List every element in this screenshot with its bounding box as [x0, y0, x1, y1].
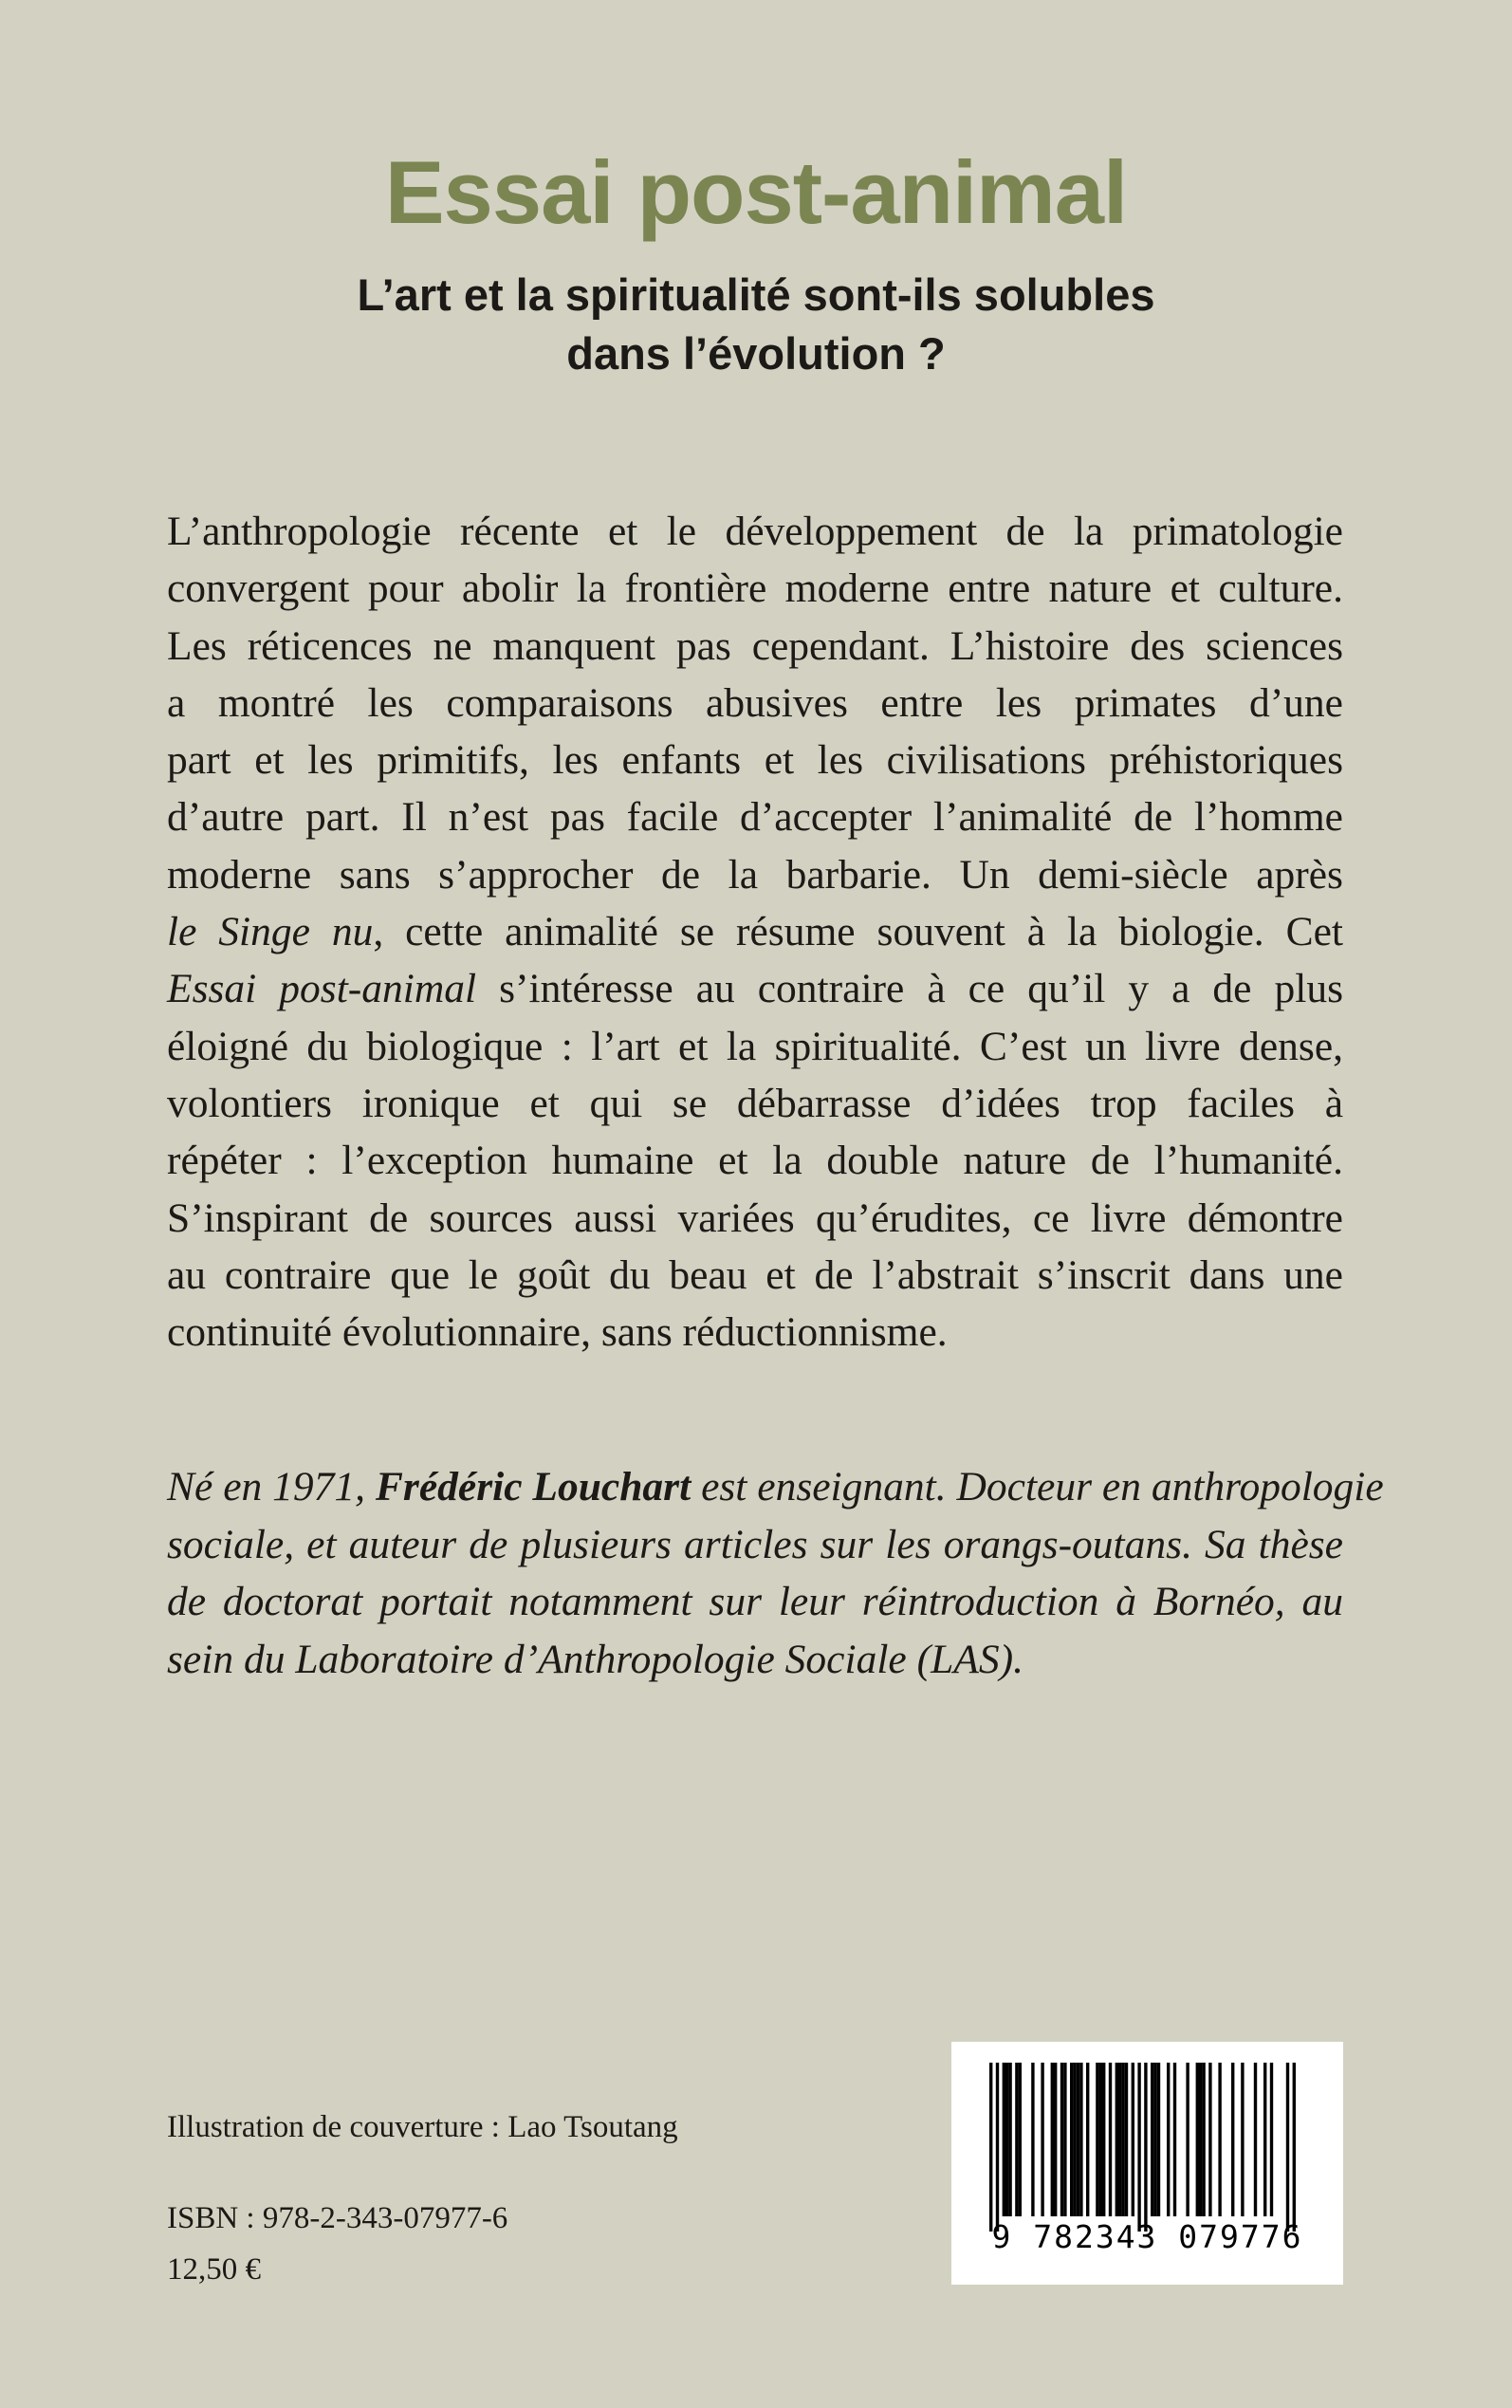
subtitle-line: L’art et la spiritualité sont-ils solubles: [357, 269, 1155, 320]
barcode-bar: [1005, 2063, 1008, 2216]
barcode-bar: [1199, 2063, 1202, 2216]
barcode-bar: [1202, 2063, 1205, 2216]
barcode-bar: [1173, 2063, 1176, 2216]
barcode-bar: [1041, 2063, 1043, 2216]
blurb-line: [167, 960, 1343, 1017]
book-reference-italic: le Singe nu: [167, 909, 374, 955]
barcode-bar: [1116, 2063, 1118, 2216]
barcode-bar: [996, 2063, 999, 2232]
barcode-bar: [1125, 2063, 1128, 2216]
barcode-bar: [1008, 2063, 1011, 2216]
blurb-line: volontiers ironique et qui se débarrasse d’idées trop faciles à: [167, 1080, 1343, 1126]
barcode-bar: [1086, 2063, 1089, 2216]
blurb-paragraph: [167, 503, 1343, 1361]
barcode-bar: [1167, 2063, 1170, 2216]
blurb-line: [167, 903, 1343, 960]
barcode-bar: [1077, 2063, 1079, 2216]
author-line: sociale, et auteur de plusieurs articles sur les orangs-outans. Sa thèse: [167, 1521, 1343, 1567]
barcode-bar: [1293, 2063, 1296, 2232]
author-line: [167, 1458, 1384, 1516]
barcode-bar: [1079, 2063, 1082, 2216]
blurb-line: part et les primitifs, les enfants et les civilisations préhistoriques: [167, 737, 1343, 784]
blurb-line: d’autre part. Il n’est pas facile d’accepter l’animalité de l’homme: [167, 794, 1343, 841]
barcode-digits: 9 782343 079776: [991, 2218, 1303, 2255]
barcode-bar: [1054, 2063, 1057, 2216]
barcode-bar: [1196, 2063, 1199, 2216]
barcode-bar: [1118, 2063, 1121, 2216]
author-text: Né en 1971,: [167, 1464, 376, 1510]
barcode-bar: [1270, 2063, 1273, 2216]
blurb-line: convergent pour abolir la frontière moderne entre nature et culture.: [167, 565, 1343, 612]
book-subtitle: [0, 266, 1512, 383]
barcode-bar: [1231, 2063, 1234, 2216]
barcode-bar: [1263, 2063, 1266, 2216]
barcode-bar: [1051, 2063, 1054, 2216]
barcode-bar: [1109, 2063, 1112, 2216]
barcode-bar: [1157, 2063, 1160, 2216]
barcode-bar: [1153, 2063, 1156, 2216]
barcode: [951, 2042, 1343, 2285]
author-text: est enseignant. Docteur en anthropologie: [691, 1464, 1384, 1510]
barcode-bar: [1102, 2063, 1105, 2216]
blurb-line: répéter : l’exception humaine et la double nature de l’humanité.: [167, 1138, 1343, 1184]
book-reference-italic: Essai post-animal: [167, 966, 477, 1012]
author-line: sein du Laboratoire d’Anthropologie Sociale (LAS).: [167, 1636, 1023, 1682]
blurb-line: S’inspirant de sources aussi variées qu’érudites, ce livre démontre: [167, 1195, 1343, 1241]
barcode-bar: [1218, 2063, 1221, 2216]
barcode-bar: [1186, 2063, 1189, 2216]
blurb-text: s’intéresse au contraire à ce qu’il y a de plus: [476, 966, 1343, 1012]
illustration-credit: Illustration de couverture : Lao Tsoutang: [167, 2110, 678, 2144]
blurb-text: , cette animalité se résume souvent à la biologie. Cet: [373, 909, 1343, 955]
barcode-bar: [1208, 2063, 1211, 2216]
blurb-line: L’anthropologie récente et le développement de la primatologie: [167, 509, 1343, 554]
barcode-bar: [1254, 2063, 1257, 2216]
barcode-bar: [1073, 2063, 1076, 2216]
subtitle-line: dans l’évolution ?: [566, 328, 946, 379]
blurb-line: éloigné du biologique : l’art et la spiritualité. C’est un livre dense,: [167, 1023, 1343, 1069]
barcode-bar: [1099, 2063, 1102, 2216]
barcode-bar: [1003, 2063, 1005, 2216]
blurb-line: au contraire que le goût du beau et de l’abstrait s’inscrit dans une: [167, 1251, 1343, 1298]
isbn: ISBN : 978-2-343-07977-6: [167, 2201, 508, 2235]
barcode-bar: [1019, 2063, 1022, 2216]
barcode-bar: [989, 2063, 992, 2232]
barcode-bar: [1063, 2063, 1066, 2216]
blurb-line: a montré les comparaisons abusives entre les primates d’une: [167, 679, 1343, 726]
blurb-line: moderne sans s’approcher de la barbarie. Un demi-siècle après: [167, 851, 1343, 898]
blurb-line: continuité évolutionnaire, sans réductionnisme.: [167, 1309, 948, 1356]
barcode-bar: [1096, 2063, 1098, 2216]
barcode-bar: [1060, 2063, 1063, 2216]
blurb-line: Les réticences ne manquent pas cependant. L’histoire des sciences: [167, 622, 1343, 669]
barcode-bar: [1144, 2063, 1147, 2232]
author-name: Frédéric Louchart: [375, 1464, 691, 1510]
barcode-bar: [1151, 2063, 1153, 2216]
barcode-bar: [1241, 2063, 1244, 2216]
barcode-bar: [1137, 2063, 1140, 2232]
author-bio: [167, 1458, 1384, 1688]
barcode-bar: [1132, 2063, 1134, 2216]
barcode-bar: [1286, 2063, 1289, 2232]
barcode-bar: [1070, 2063, 1073, 2216]
barcode-bar: [1015, 2063, 1018, 2216]
barcode-bar: [1031, 2063, 1034, 2216]
barcode-bar: [1121, 2063, 1124, 2216]
price: 12,50 €: [167, 2252, 261, 2287]
author-line: de doctorat portait notamment sur leur réintroduction à Bornéo, au: [167, 1579, 1343, 1624]
book-title: Essai post-animal: [384, 142, 1128, 242]
